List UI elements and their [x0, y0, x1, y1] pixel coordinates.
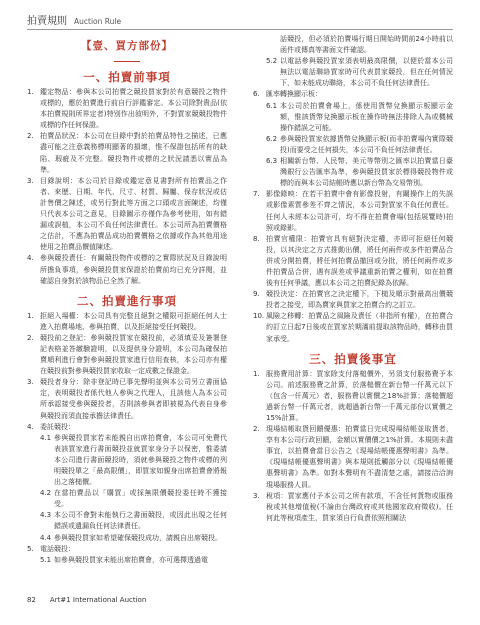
page-footer: [27, 596, 146, 604]
sub-item: 4.3 本公司不會對未能執行之書面競投，或因此出現之任何錯誤或遺漏負任何法律責任。: [40, 511, 227, 531]
list-item: 3. 競投者身分：除非登記時已事先聲明並與本公司另立書面協定，表明競投者係代他人參與之代理人，且該他人為本公司所承認接受參與競投者，否則該參與者即被視為代表自身參與競投而須直接承擔法律責任。: [27, 378, 227, 420]
sub-item: 6.1 本公司於拍賣會場上，係使用貨幣兌換顯示板顯示金額，惟該貨幣兌換顯示板在操作時無法排除人為或機械操作錯誤之可能。: [266, 101, 453, 132]
sub-item: 6.2 參與競投買家依據貨幣兌換顯示板(而非拍賣場內實際競投)而要受之任何損失，本公司不負任何法律責任。: [266, 134, 453, 154]
list-item: 2. 競投前之登記：參與競投買家在競投前，必須填妥及簽署登記表格並答繳驗證明，以及提供身分證明，本公司為確保拍賣順利進行會對參與競投買家進行信用查核，本公司亦有權在競投前對參與競投買家收取一定成數之保證金。: [27, 333, 227, 376]
list-item: 2. 現場結帳取貨回饋優惠：拍賣當日完成現場結帳並取貨者，享有本公司行政回饋，金額以實價價之1%計算。本規則未盡事宜，以拍賣會當日公告之《現場結帳優惠聲明書》為準。《現場結帳優惠聲明書》與本規則抵觸部分以《現場結帳優惠聲明書》為準。如對本聲明有不盡清楚之處，請接洽洽詢現場服務人員。: [253, 425, 453, 489]
page-number: 82: [27, 596, 36, 604]
list-item: 6. 匯率轉換顯示板：: [253, 90, 322, 99]
continued-text: 話競投，但必須於拍賣場行期日開始時間前24小時前以函件或傳真等書面文件確認。: [280, 35, 453, 55]
list-item: 1. 拒絕入場權：本公司具有完整且絕對之權限可拒絕任何人士進入拍賣場地、參與拍賣，以及拒絕接受任何競投。: [27, 311, 227, 331]
list-item: 4. 委託競投：: [27, 422, 75, 431]
list-item: 3. 稅項：買家應付予本公司之所有款項，不含任何貨物或服務稅或其他增值稅(不論由台灣政府或其他國家政府徵收)。任何此等稅項產生，買家須自行負責依照相關法: [253, 491, 453, 522]
page-header: [27, 0, 453, 30]
section-1-title: 一、拍賣前事項: [83, 70, 171, 84]
list-item: 8. 拍賣官權限：拍賣官具有絕對決定權，亦即可拒絕任何競投，以其決定之方式推動出價，將任何兩件或多件拍賣品合併或分開拍賣，將任何拍賣品撤回或分批，將任何兩件或多件拍賣品合併，遇有誤差或爭議重新拍賣之權利，如在拍賣後有任何爭議，應以本公司之拍賣紀錄為依歸。: [253, 234, 453, 288]
header-title-zh: 拍賣規則: [27, 16, 67, 27]
sub-item: 5.2 以電話參與競投買家須表明最高限價，以便於當本公司無法以電話聯絡買家時可代表買家競投，但在任何情況下，如未能成功聯絡，本公司不負任何法律責任。: [266, 57, 453, 88]
footer-brand: Art#1 International Auction: [49, 596, 147, 604]
right-column: [253, 34, 453, 524]
sub-item: 6.3 相關新台幣、人民幣、美元等幣別之匯率以拍賣當日臺灣銀行公告匯率為準，參與競投買家於標得競投物件或標的而與本公司結帳時應以新台幣為交易幣別。: [266, 157, 453, 188]
header-title: [27, 12, 121, 27]
list-item: 9. 競投決定：在拍賣官之決定權下，下槌及順示對最高出價競投者之接受，即為賣家與買家之拍賣合約之訂立。: [253, 290, 453, 310]
list-item: 1. 服務費用計算：買家除支付落槌價外，另須支付服務費予本公司。前述服務費之計算，於落槌價在新台幣一仟萬元以下（包含一仟萬元）者，服務費以實價之18%計算；落槌價超過新台幣一仟萬元者，就超過新台幣一千萬元部份以實價之15%計算。: [253, 369, 453, 422]
section-3-title: 三、拍賣後事宜: [309, 351, 397, 366]
sub-item: 4.2 在當拍賣品以「購買」或採無限價競投委任時不獲接受。: [40, 489, 227, 509]
list-item: 4. 參與競投責任：有關競投物件或標的之實際狀況及目錄說明所擔負事項，參與競投買家保證於拍賣前均已充分詳閱，並確認自身對於該物品已全然了解。: [27, 254, 227, 285]
list-item: 1. 鑑定物品：參與本公司拍賣之競投買家對於有意競投之物件或標的，應於拍賣進行前自行評鑑審定。本公司除對貴品(依本拍賣規則所界定者)特別作出敘明外，不對買家競競投物件或標的作任何保證。: [27, 88, 227, 130]
part-title-text: 【壹、買方部份】: [81, 40, 173, 52]
left-column: [27, 38, 227, 566]
sub-item: 5.1 如參與競投買家未能出席拍賣會，亦可選擇透過電: [40, 555, 208, 564]
header-title-en: Auction Rule: [74, 17, 122, 26]
section-2-title: 二、拍賣進行事項: [77, 293, 177, 308]
part-title-underline: [114, 61, 140, 62]
list-item: 2. 拍賣品狀況：本公司在目錄中對於拍賣品特性之描述，已應盡可能之注意義務標明顯著的損壞，惟不保證包括所有的缺陷、瑕疵及不完整。競投物件或標的之狀況請悉以實品為準。: [27, 132, 227, 174]
list-item: 7. 影像錄映：在若干拍賣中會有影像投射，有關操作上的失誤或影像素質參差不齊之情況，本公司對買家不負任何責任。任何人未經本公司許可，均不得在拍賣會場(包括展覽時)拍照或錄影。: [253, 190, 453, 232]
list-item: 3. 目錄說明：本公司於目錄或鑑定意見書對所有拍賣品之作者、來歷、日期、年代、尺寸、材質、歸屬、保存狀況或估計售價之陳述，或另行對此等方面之口頭或言面陳述，均僅只代表本公司之意見，目錄圖示亦僅作為參考使用，如有錯漏或誤植，本公司不負任何法律責任。本公司所為拍賣價格之估計，不應為拍賣品成功拍賣價格之依據或作為其他用途使用之拍賣品價值陳述。: [27, 176, 227, 252]
list-item: 10. 風險之移轉：拍賣品之風險及責任（非指所有權），在拍賣合約訂立日起7日後或在買家於期滿前提取該物品時，轉移由買家承受。: [253, 312, 453, 343]
part-title: [27, 38, 227, 65]
list-item: 5. 電話競投：: [27, 544, 75, 553]
sub-item: 4.1 參與競投買家若未能親自出席拍賣會，本公司可免費代表該買家進行書面競投並就買家身分予以保密，惟委請本公司進行書面競投時，須就參與競投之物件或標的列明競投單之「最高限價」，即買家如親身出席拍賣會將報出之落槌價。: [40, 433, 227, 487]
sub-item: 4.4 參與競投買家如希望確保競投成功，請親自出席競投。: [40, 533, 222, 542]
